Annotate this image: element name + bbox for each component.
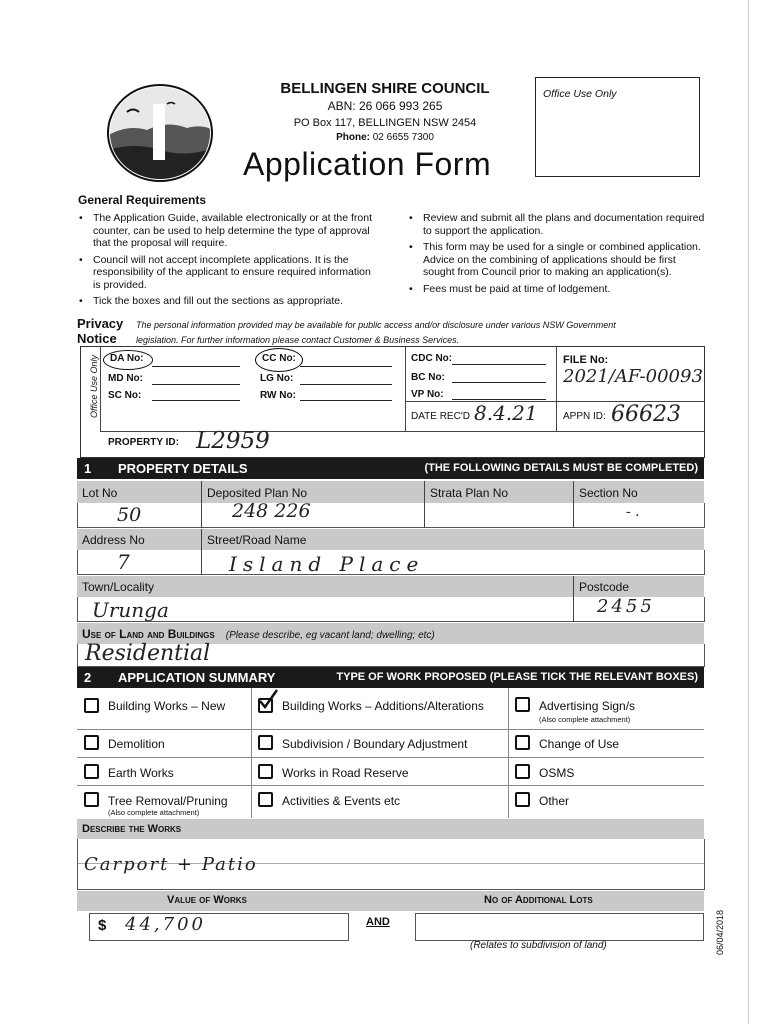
list-item: • Tick the boxes and fill out the sections as appropriate. <box>79 295 381 308</box>
lot-row-box <box>77 503 705 528</box>
postcode-label: Postcode <box>579 580 630 594</box>
section2-note: TYPE OF WORK PROPOSED (PLEASE TICK THE RELEVANT BOXES) <box>336 671 698 683</box>
privacy-label <box>77 316 123 346</box>
file-no-label: FILE No: <box>563 354 609 366</box>
option-earth-works: Earth Works <box>108 766 174 780</box>
town-value[interactable]: Urunga <box>92 598 169 622</box>
option-advertising: Advertising Sign/s <box>539 699 636 713</box>
rw-field-label: RW No: <box>260 390 296 401</box>
tick-mark-icon <box>257 688 279 710</box>
tree-note: (Also complete attachment) <box>108 808 200 817</box>
file-no-value: 2021/AF-00093 <box>563 366 703 387</box>
checkbox-activities-events[interactable] <box>258 792 273 807</box>
privacy-text <box>136 318 616 348</box>
council-abn: ABN: 26 066 993 265 <box>327 99 443 113</box>
lot-value[interactable]: 50 <box>117 504 142 526</box>
page-title: Application Form <box>243 146 492 182</box>
street-label: Street/Road Name <box>207 533 307 547</box>
phone-label: Phone: <box>336 132 370 143</box>
section1-note: (THE FOLLOWING DETAILS MUST BE COMPLETED) <box>424 462 698 474</box>
describe-value[interactable]: Carport + Patio <box>84 854 258 875</box>
appn-id-value: 66623 <box>611 402 681 427</box>
option-osms: OSMS <box>539 766 575 780</box>
lots-note: (Relates to subdivision of land) <box>470 940 607 951</box>
property-id-label: PROPERTY ID: <box>108 437 179 448</box>
bc-field-label: BC No: <box>411 372 445 383</box>
currency-symbol: $ <box>98 917 107 934</box>
checkbox-demolition[interactable] <box>84 735 99 750</box>
checkbox-osms[interactable] <box>515 764 530 779</box>
section1-number: 1 <box>84 461 92 476</box>
and-label: AND <box>366 916 390 928</box>
da-field-label: DA No: <box>110 353 144 364</box>
office-side-label: Office Use Only <box>89 354 99 418</box>
general-left-list <box>79 212 381 312</box>
checkbox-tree-removal[interactable] <box>84 792 99 807</box>
checkbox-road-reserve[interactable] <box>258 764 273 779</box>
council-address: PO Box 117, BELLINGEN NSW 2454 <box>293 117 477 129</box>
checkbox-other[interactable] <box>515 792 530 807</box>
cdc-field-label: CDC No: <box>411 353 453 364</box>
date-received-label: DATE REC'D <box>411 411 470 422</box>
scan-edge <box>748 0 749 1024</box>
street-value[interactable]: Island Place <box>229 552 425 576</box>
privacy-label-1: Privacy <box>77 316 124 331</box>
general-heading: General Requirements <box>78 193 207 207</box>
address-label-row <box>77 529 704 550</box>
option-change-of-use: Change of Use <box>539 737 620 751</box>
list-item: • The Application Guide, available electronically or at the front counter, can be used to help determine the type of approval that the proposal will require. <box>79 212 381 250</box>
town-label: Town/Locality <box>82 580 155 594</box>
section-no-label: Section No <box>579 486 638 500</box>
sc-field-label: SC No: <box>108 390 142 401</box>
value-label: Value of Works <box>167 894 247 906</box>
date-received-value: 8.4.21 <box>474 401 538 425</box>
section2-title: APPLICATION SUMMARY <box>118 670 276 685</box>
checkbox-subdivision[interactable] <box>258 735 273 750</box>
lg-field-label: LG No: <box>260 373 294 384</box>
office-use-box <box>535 77 700 177</box>
section1-title: PROPERTY DETAILS <box>118 461 248 476</box>
section-no-value[interactable]: - . <box>626 504 640 520</box>
section1-header <box>77 458 704 479</box>
option-tree-removal: Tree Removal/Pruning <box>108 794 228 808</box>
property-id-value: L2959 <box>196 428 270 454</box>
option-road-reserve: Works in Road Reserve <box>282 766 409 780</box>
list-item: • This form may be used for a single or combined application. Advice on the combining of applications should be first sought from Council prior to making an application(s). <box>409 241 706 279</box>
privacy-text-2: legislation. For further information please contact Customer & Business Services. <box>136 335 460 345</box>
describe-label: Describe the Works <box>82 823 182 835</box>
dp-value[interactable]: 248 226 <box>232 500 311 522</box>
option-other: Other <box>539 794 570 808</box>
postcode-value[interactable]: 2455 <box>597 596 655 617</box>
use-label-wrap <box>82 627 435 641</box>
use-value[interactable]: Residential <box>85 641 211 666</box>
office-use-label: Office Use Only <box>543 88 617 100</box>
vp-field-label: VP No: <box>411 389 444 400</box>
address-no-label: Address No <box>82 533 145 547</box>
option-demolition: Demolition <box>108 737 165 751</box>
phone-value: 02 6655 7300 <box>372 132 434 143</box>
date-stamp: 06/04/2018 <box>715 909 725 955</box>
md-field-label: MD No: <box>108 373 143 384</box>
list-item: • Council will not accept incomplete applications. It is the responsibility of the applicant to ensure required information is provided. <box>79 254 381 292</box>
council-name: BELLINGEN SHIRE COUNCIL <box>280 80 490 97</box>
lot-label: Lot No <box>82 486 118 500</box>
privacy-label-2: Notice <box>77 331 117 346</box>
advertising-note: (Also complete attachment) <box>539 715 631 724</box>
section2-number: 2 <box>84 670 92 685</box>
additional-lots-box[interactable] <box>415 913 704 941</box>
value-amount[interactable]: 44,700 <box>125 914 206 935</box>
option-building-additions: Building Works – Additions/Alterations <box>282 699 484 713</box>
checkbox-earth-works[interactable] <box>84 764 99 779</box>
checkbox-building-new[interactable] <box>84 698 99 713</box>
option-building-new: Building Works – New <box>108 699 226 713</box>
privacy-text-1: The personal information provided may be available for public access and/or disclosure under various NSW Government <box>136 320 616 330</box>
lots-label: No of Additional Lots <box>484 894 593 906</box>
strata-label: Strata Plan No <box>430 486 509 500</box>
option-subdivision: Subdivision / Boundary Adjustment <box>282 737 468 751</box>
use-label: Use of Land and Buildings <box>82 627 215 641</box>
list-item: • Fees must be paid at time of lodgement. <box>409 283 706 296</box>
option-activities-events: Activities & Events etc <box>282 794 401 808</box>
list-item: • Review and submit all the plans and documentation required to support the application. <box>409 212 706 237</box>
cc-field-label: CC No: <box>262 353 296 364</box>
use-hint: (Please describe, eg vacant land; dwelling; etc) <box>225 630 435 641</box>
checkbox-change-of-use[interactable] <box>515 735 530 750</box>
section2-header <box>77 667 704 688</box>
general-right-list <box>409 212 706 299</box>
address-no-value[interactable]: 7 <box>117 550 130 574</box>
dp-label: Deposited Plan No <box>207 486 308 500</box>
checkbox-advertising[interactable] <box>515 697 530 712</box>
appn-id-label: APPN ID: <box>563 411 606 422</box>
